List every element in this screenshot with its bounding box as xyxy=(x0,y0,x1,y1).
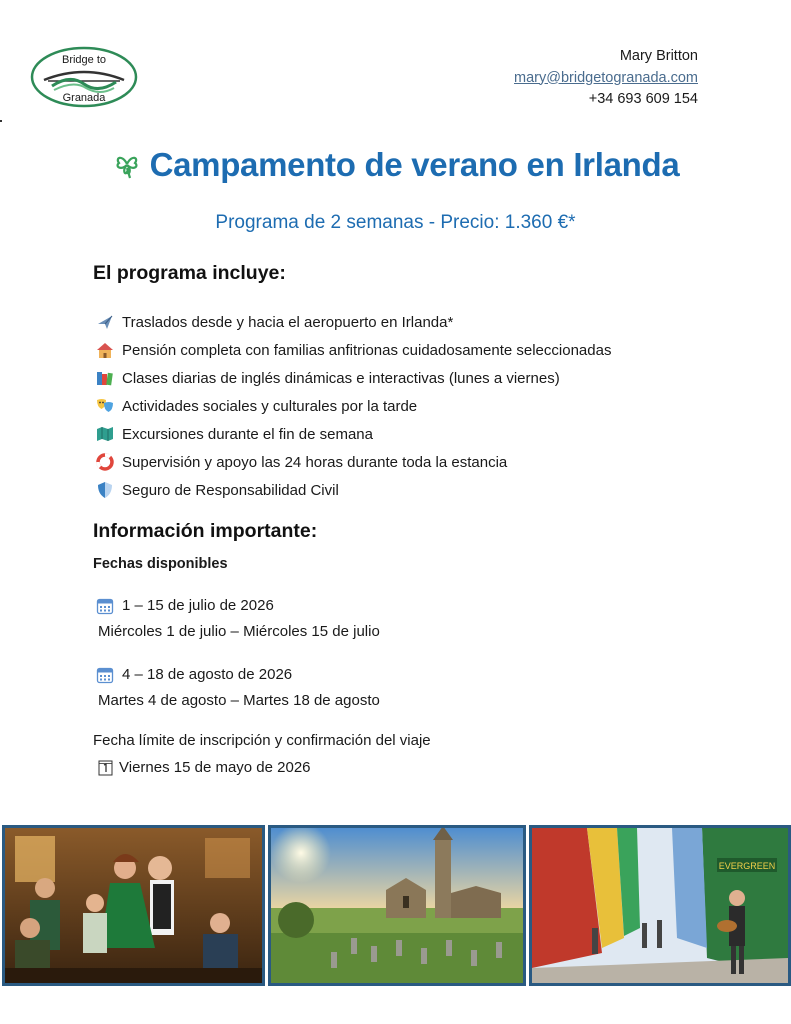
house-icon xyxy=(96,341,114,359)
lifebuoy-icon xyxy=(96,453,114,471)
calendar-icon xyxy=(96,597,114,615)
deadline-date: Viernes 15 de mayo de 2026 xyxy=(119,759,311,776)
info-heading: Información importante: xyxy=(93,520,318,542)
list-item-text: Clases diarias de inglés dinámicas e interactivas (lunes a viernes) xyxy=(122,369,560,387)
theater-masks-icon xyxy=(96,397,114,415)
list-item-text: Supervisión y apoyo las 24 horas durante toda la estancia xyxy=(122,453,508,471)
contact-name: Mary Britton xyxy=(619,48,698,64)
calendar-icon xyxy=(96,666,114,684)
list-item-text: Seguro de Responsabilidad Civil xyxy=(122,481,339,499)
date-option xyxy=(96,593,380,645)
street-musician-photo xyxy=(529,825,791,986)
shamrock-icon xyxy=(112,150,142,180)
stray-mark xyxy=(0,120,2,122)
calendar-day-icon xyxy=(98,760,113,776)
list-item xyxy=(96,336,611,364)
dates-label: Fechas disponibles xyxy=(93,556,228,572)
list-item-text: Pensión completa con familias anfitrionas cuidadosamente seleccionadas xyxy=(122,341,612,359)
date-detail: Miércoles 1 de julio – Miércoles 15 de julio xyxy=(98,623,380,640)
shield-icon xyxy=(96,481,114,499)
round-tower-photo xyxy=(268,825,526,986)
list-item xyxy=(96,308,611,336)
list-item xyxy=(96,476,611,504)
pub-dance-photo xyxy=(2,825,265,986)
deadline-label: Fecha límite de inscripción y confirmación del viaje xyxy=(93,732,431,749)
list-item-text: Actividades sociales y culturales por la tarde xyxy=(122,397,418,415)
deadline-row xyxy=(98,759,311,776)
includes-list xyxy=(96,308,611,504)
date-option xyxy=(96,662,380,714)
includes-heading: El programa incluye: xyxy=(93,262,286,284)
list-item xyxy=(96,392,611,420)
contact-block xyxy=(514,46,698,111)
airplane-icon xyxy=(96,313,114,331)
date-range: 1 – 15 de julio de 2026 xyxy=(122,597,274,614)
list-item-text: Excursiones durante el fin de semana xyxy=(122,425,373,443)
list-item xyxy=(96,364,611,392)
brand-logo xyxy=(30,46,138,108)
date-detail: Martes 4 de agosto – Martes 18 de agosto xyxy=(98,692,380,709)
photo-strip xyxy=(2,825,791,986)
map-icon xyxy=(96,425,114,443)
logo-text-bottom: Granada xyxy=(62,92,106,104)
program-subtitle: Programa de 2 semanas - Precio: 1.360 €* xyxy=(215,212,576,233)
contact-phone: +34 693 609 154 xyxy=(588,91,698,107)
date-range: 4 – 18 de agosto de 2026 xyxy=(122,666,293,683)
list-item xyxy=(96,420,611,448)
list-item xyxy=(96,448,611,476)
books-icon xyxy=(96,369,114,387)
page-title-text: Campamento de verano en Irlanda xyxy=(149,146,680,183)
page-title xyxy=(112,146,680,184)
logo-text-top: Bridge to xyxy=(61,54,107,66)
list-item-text: Traslados desde y hacia el aeropuerto en Irlanda* xyxy=(122,313,454,331)
contact-email-link[interactable]: mary@bridgetogranada.com xyxy=(514,69,698,86)
svg-text:EVERGREEN: EVERGREEN xyxy=(718,861,776,871)
